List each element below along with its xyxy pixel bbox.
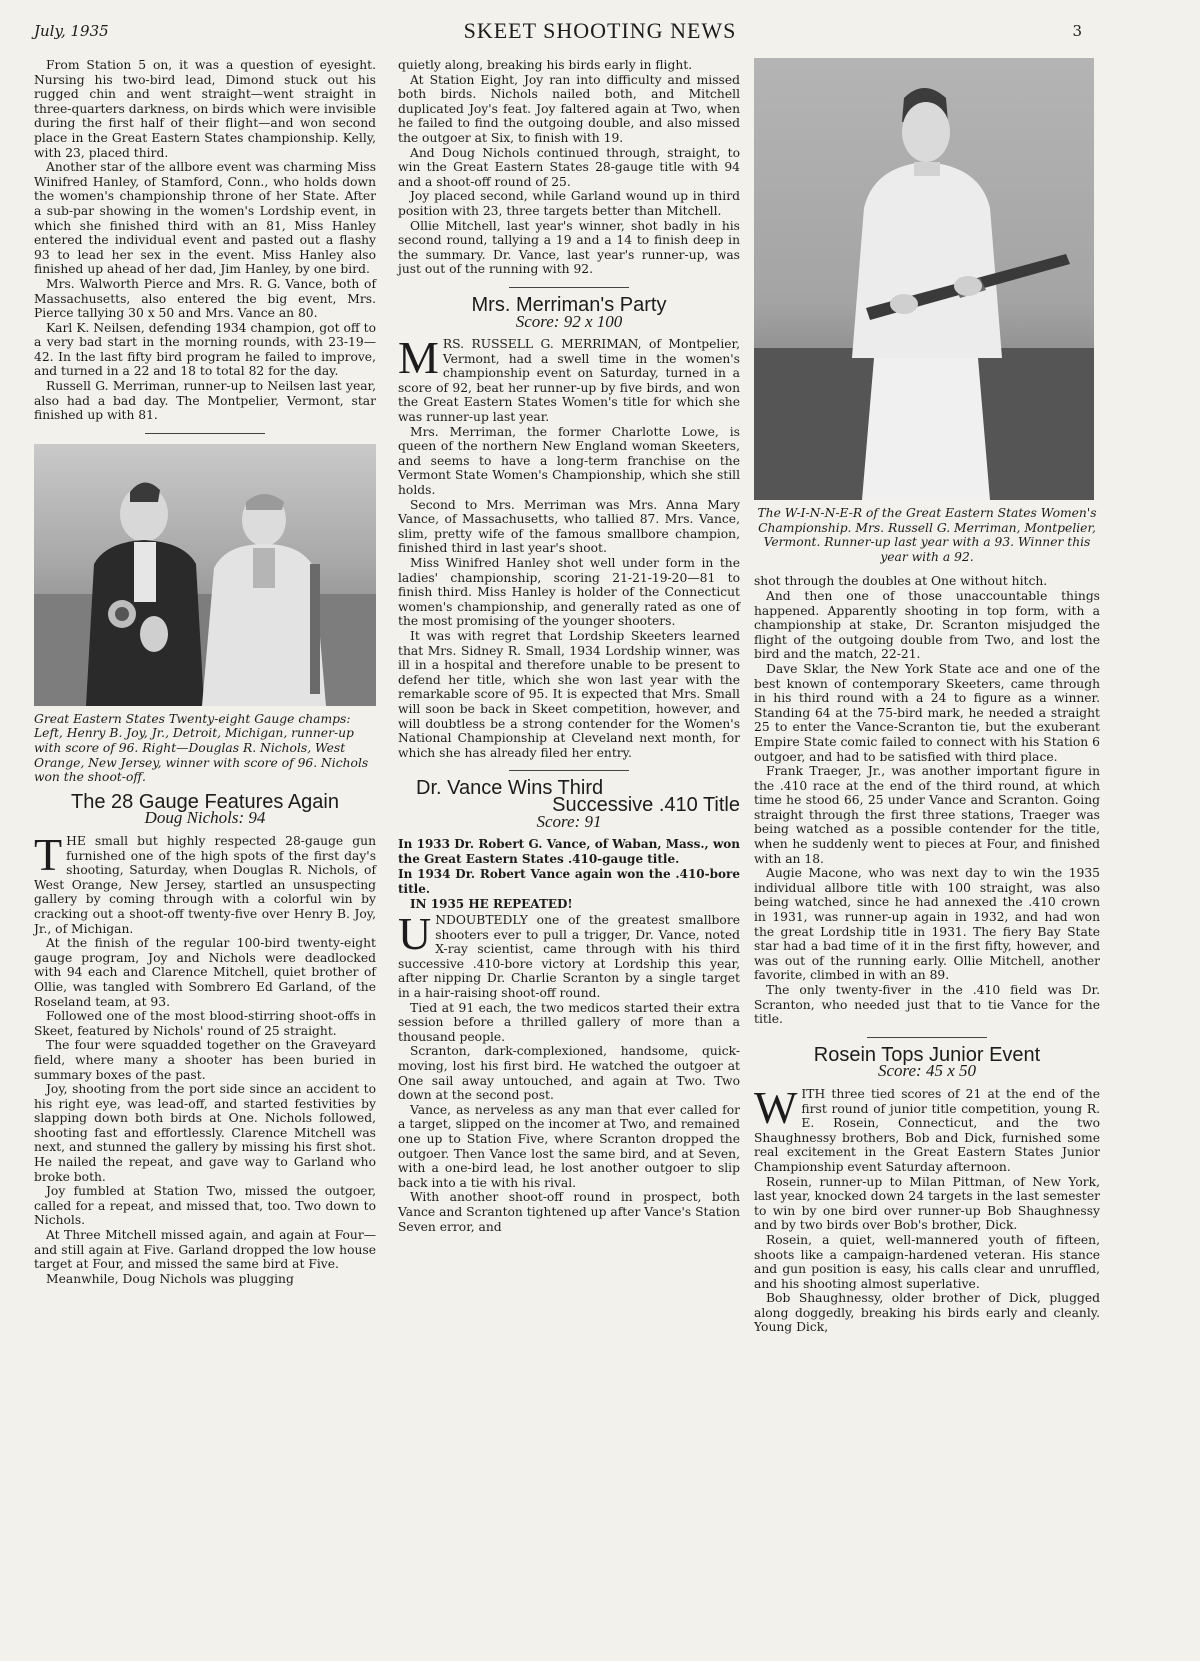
paragraph: Rosein, runner-up to Milan Pittman, of New York, last year, knocked down 24 targets in the last semester to win by one bird over runner-up Bob Shaughnessy and by two birds over Bob's brother, Dick. — [754, 1174, 1100, 1233]
paragraph: Vance, as nerveless as any man that ever called for a target, slipped on the incomer at Two, and remained one up to Station Five, where Scranton dropped the outgoer. Then Vance lost the same bird, and at Seven, with a one-bird lead, he lost another outgoer to slip back into a tie with his rival. — [398, 1102, 740, 1190]
paragraph: Joy, shooting from the port side since an accident to his right eye, was lead-off, and started festivities by slapping down both birds at One. Nichols followed, shooting fast and effortlessly. Clarence Mitchell was next, and stunned the gallery by missing his first shot. He nailed the repeat, and gave way to Garland who broke both. — [34, 1082, 376, 1184]
paragraph: It was with regret that Lordship Skeeters learned that Mrs. Sidney R. Small, 1934 Lordship winner, was ill in a hospital and therefore unable to be present to defend her title, which she won last year with the remarkable score of 95. It is expected that Mrs. Small will soon be back in Skeet competition, however, and will doubtless be a strong contender for the Women's National Championship at Cleveland next month, for which she has already filed her entry. — [398, 628, 740, 760]
section-heading: The 28 Gauge Features Again — [71, 790, 339, 813]
paragraph: With another shoot-off round in prospect, both Vance and Scranton tightened up after Vance's Station Seven error, and — [398, 1190, 740, 1234]
section-subhead: Score: 91 — [536, 811, 602, 831]
paragraph: The four were squadded together on the Graveyard field, where many a shooter has been buried in summary boxes of the past. — [34, 1038, 376, 1082]
paragraph: Another star of the allbore event was charming Miss Winifred Hanley, of Stamford, Conn., who holds down the women's championship throne of her State. After a sub-par showing in the women's Lordship event, in which she finished third with an 81, Miss Hanley entered the individual event and pasted out a flashy 93 to lead her sex in the event. Miss Hanley also finished up ahead of her dad, Jim Hanley, by one bird. — [34, 160, 376, 277]
paragraph: HE small but highly respected 28-gauge gun furnished one of the high spots of the first day's shooting, Saturday, when Douglas R. Nichols, of West Orange, New Jersey, startled an unsuspecting gallery by coming through with a colorful win by cracking out a shoot-off twenty-five over Henry B. Joy, Jr., of Michigan. — [34, 834, 376, 936]
paragraph: Karl K. Neilsen, defending 1934 champion, got off to a very bad start in the morning rounds, with 23-19—42. In the last fifty bird program he failed to improve, and turned in a 22 and 18 to total 82 for the day. — [34, 320, 376, 379]
column-2 — [398, 58, 740, 1234]
section-heading: Dr. Vance Wins Third — [416, 777, 604, 800]
paragraph: Russell G. Merriman, runner-up to Neilsen last year, also had a bad day. The Montpelier, Vermont, star finished up with 81. — [34, 379, 376, 423]
paragraph: Joy fumbled at Station Two, missed the outgoer, called for a repeat, and missed that, too. Two down to Nichols. — [34, 1184, 376, 1228]
drop-cap: W — [754, 1081, 798, 1133]
paragraph: RS. RUSSELL G. MERRIMAN, of Montpelier, Vermont, had a swell time in the women's championship event on Saturday, turned in a score of 92, beat her runner-up by five birds, and won the Great Eastern States Women's title for which she was runner-up last year. — [398, 337, 740, 425]
photo-merriman — [754, 58, 1094, 500]
paragraph: Ollie Mitchell, last year's winner, shot badly in his second round, tallying a 19 and a 14 to finish deep in the summary. Dr. Vance, last year's runner-up, was just out of the running with 92. — [398, 218, 740, 277]
section-subhead: Doug Nichols: 94 — [144, 808, 266, 828]
divider — [867, 1037, 987, 1038]
issue-date: July, 1935 — [34, 22, 109, 40]
paragraph: Frank Traeger, Jr., was another important figure in the .410 race at the end of the third round, at which time he stood 66, 25 under Vance and Scranton. Going straight through the first three stations, Traeger was being watched as a possible contender for the title, when he suddenly went to pieces at Four, and finished with an 18. — [754, 764, 1100, 866]
paragraph: And then one of those unaccountable things happened. Apparently shooting in top form, with a championship at stake, Dr. Scranton misjudged the flight of the outgoing double from Two, and lost the bird and the match, 22-21. — [754, 588, 1100, 662]
paragraph: Meanwhile, Doug Nichols was plugging — [46, 1271, 294, 1286]
drop-cap: T — [34, 829, 63, 880]
paragraph: Mrs. Walworth Pierce and Mrs. R. G. Vance, both of Massachusetts, also entered the big event, Mrs. Pierce tallying 30 x 50 and Mrs. Vance an 80. — [34, 276, 376, 321]
paragraph: At Three Mitchell missed again, and again at Four—and still again at Five. Garland dropped the low house target at Four, and missed the same bird at Five. — [34, 1228, 376, 1272]
publication-title: SKEET SHOOTING NEWS — [463, 18, 737, 43]
photo-caption: The W-I-N-N-E-R of the Great Eastern States Women's Championship. Mrs. Russell G. Merriman, Montpelier, Vermont. Runner-up last year with a 93. Winner this year with a 92. — [757, 506, 1097, 564]
divider — [145, 433, 265, 434]
paragraph: Dave Sklar, the New York State ace and one of the best known of contemporary Skeeters, came through in his third round with a 24 to figure as a winner. Standing 64 at the 75-bird mark, he needed a straight 25 to enter the Vance-Scranton tie, but the exuberant Empire State comic failed to connect with his Station 6 outgoer, and had to be satisfied with third place. — [754, 661, 1100, 764]
paragraph: quietly along, breaking his birds early in flight. — [398, 58, 693, 72]
page-number: 3 — [1072, 22, 1082, 40]
paragraph: Joy placed second, while Garland wound up in third position with 23, three targets better than Mitchell. — [398, 189, 740, 218]
section-heading-continued: Successive .410 Title — [552, 793, 740, 816]
section-subhead: Score: 92 x 100 — [515, 311, 623, 331]
divider — [509, 770, 629, 771]
paragraph: Rosein, a quiet, well-mannered youth of fifteen, shoots like a campaign-hardened veteran. His stance and gun position is easy, his calls clear and unruffled, and his shooting almost superlative. — [754, 1232, 1100, 1291]
paragraph: Followed one of the most blood-stirring shoot-offs in Skeet, featured by Nichols' round of 25 straight. — [34, 1009, 376, 1038]
paragraph: Mrs. Merriman, the former Charlotte Lowe, is queen of the northern New England woman Skeeters, and seems to have a long-term franchise on the Vermont State Women's Championship, which she still holds. — [398, 424, 740, 498]
paragraph: At Station Eight, Joy ran into difficulty and missed both birds. Nichols nailed both, and Mitchell duplicated Joy's feat. Joy faltered again at Two, when he failed to find the outgoing double, and also missed the outgoer at Six, to finish with 19. — [398, 72, 740, 145]
paragraph: And Doug Nichols continued through, straight, to win the Great Eastern States 28-gauge title with 94 and a shoot-off round of 25. — [398, 145, 740, 189]
column-1 — [34, 58, 376, 1286]
page-header — [0, 18, 1200, 48]
section-heading: Rosein Tops Junior Event — [813, 1043, 1041, 1066]
paragraph: shot through the doubles at One without hitch. — [754, 574, 1048, 589]
lead-paragraph: In 1934 Dr. Robert Vance again won the .410-bore title. — [398, 867, 740, 896]
paragraph: Tied at 91 each, the two medicos started their extra session before a thrilled gallery of more than a thousand people. — [398, 1000, 740, 1044]
paragraph: Miss Winifred Hanley shot well under form in the ladies' championship, scoring 21-21-19-20—81 to finish third. Miss Hanley is holder of the Connecticut women's championship, and generally rated as one of the most promising of the younger shooters. — [398, 556, 740, 629]
column-3 — [754, 58, 1100, 1335]
paragraph: Second to Mrs. Merriman was Mrs. Anna Mary Vance, of Massachusetts, who tallied 87. Mrs. Vance, slim, pretty wife of the famous smallbore champion, finished third in last year's shoot. — [398, 497, 740, 556]
paragraph: At the finish of the regular 100-bird twenty-eight gauge program, Joy and Nichols were deadlocked with 94 each and Clarence Mitchell, quiet brother of Ollie, was tangled with Sombrero Ed Garland, of the Roseland team, at 93. — [34, 936, 376, 1009]
drop-cap: M — [398, 332, 439, 384]
paragraph: The only twenty-fiver in the .410 field was Dr. Scranton, who needed just that to tie Vance for the title. — [754, 983, 1100, 1027]
paragraph: Scranton, dark-complexioned, handsome, quick-moving, lost his first bird. He watched the outgoer at One sail away untouched, and again at Two. Two down at the second post. — [398, 1044, 740, 1103]
section-heading: Mrs. Merriman's Party — [471, 293, 667, 316]
section-subhead: Score: 45 x 50 — [877, 1061, 977, 1081]
drop-cap: U — [398, 908, 432, 960]
photo-nichols-joy — [34, 444, 376, 706]
lead-paragraph: In 1933 Dr. Robert G. Vance, of Waban, Mass., won the Great Eastern States .410-gauge title. — [398, 837, 740, 866]
paragraph: Augie Macone, who was next day to win the 1935 individual allbore title with 100 straight, was also being watched, since he had annexed the .410 crown in 1931, was runner-up again in 1932, and had won the great Lordship title in 1931. The fiery Bay State star had a bad time of it in the first fifty, however, and was out of the running early. Ollie Mitchell, another favorite, climbed in with an 89. — [754, 866, 1100, 983]
paragraph: Bob Shaughnessy, older brother of Dick, plugged along doggedly, breaking his birds early and cleanly. Young Dick, — [754, 1291, 1100, 1335]
lead-paragraph: IN 1935 HE REPEATED! — [410, 897, 573, 912]
divider — [509, 287, 629, 288]
photo-caption: Great Eastern States Twenty-eight Gauge champs: Left, Henry B. Joy, Jr., Detroit, Michigan, runner-up with score of 96. Right—Douglas R. Nichols, West Orange, New Jersey, winner with score of 96. Nichols won the shoot-off. — [34, 711, 369, 785]
paragraph: NDOUBTEDLY one of the greatest smallbore shooters ever to pull a trigger, Dr. Vance, noted X-ray scientist, came through with his third successive .410-bore victory at Lordship this year, after nipping Dr. Charlie Scranton by a single target in a hair-raising shoot-off round. — [398, 913, 740, 1001]
paragraph: ITH three tied scores of 21 at the end of the first round of junior title competition, young R. E. Rosein, Connecticut, and the two Shaughnessy brothers, Bob and Dick, furnished some real excitement in the Great Eastern States Junior Championship event Saturday afternoon. — [754, 1086, 1100, 1174]
paragraph: From Station 5 on, it was a question of eyesight. Nursing his two-bird lead, Dimond stuck out his rugged chin and went straight—went straight in three-quarters darkness, on birds which were invisible during the first half of their flight—and won second place in the Great Eastern States championship. Kelly, with 23, placed third. — [34, 58, 376, 160]
